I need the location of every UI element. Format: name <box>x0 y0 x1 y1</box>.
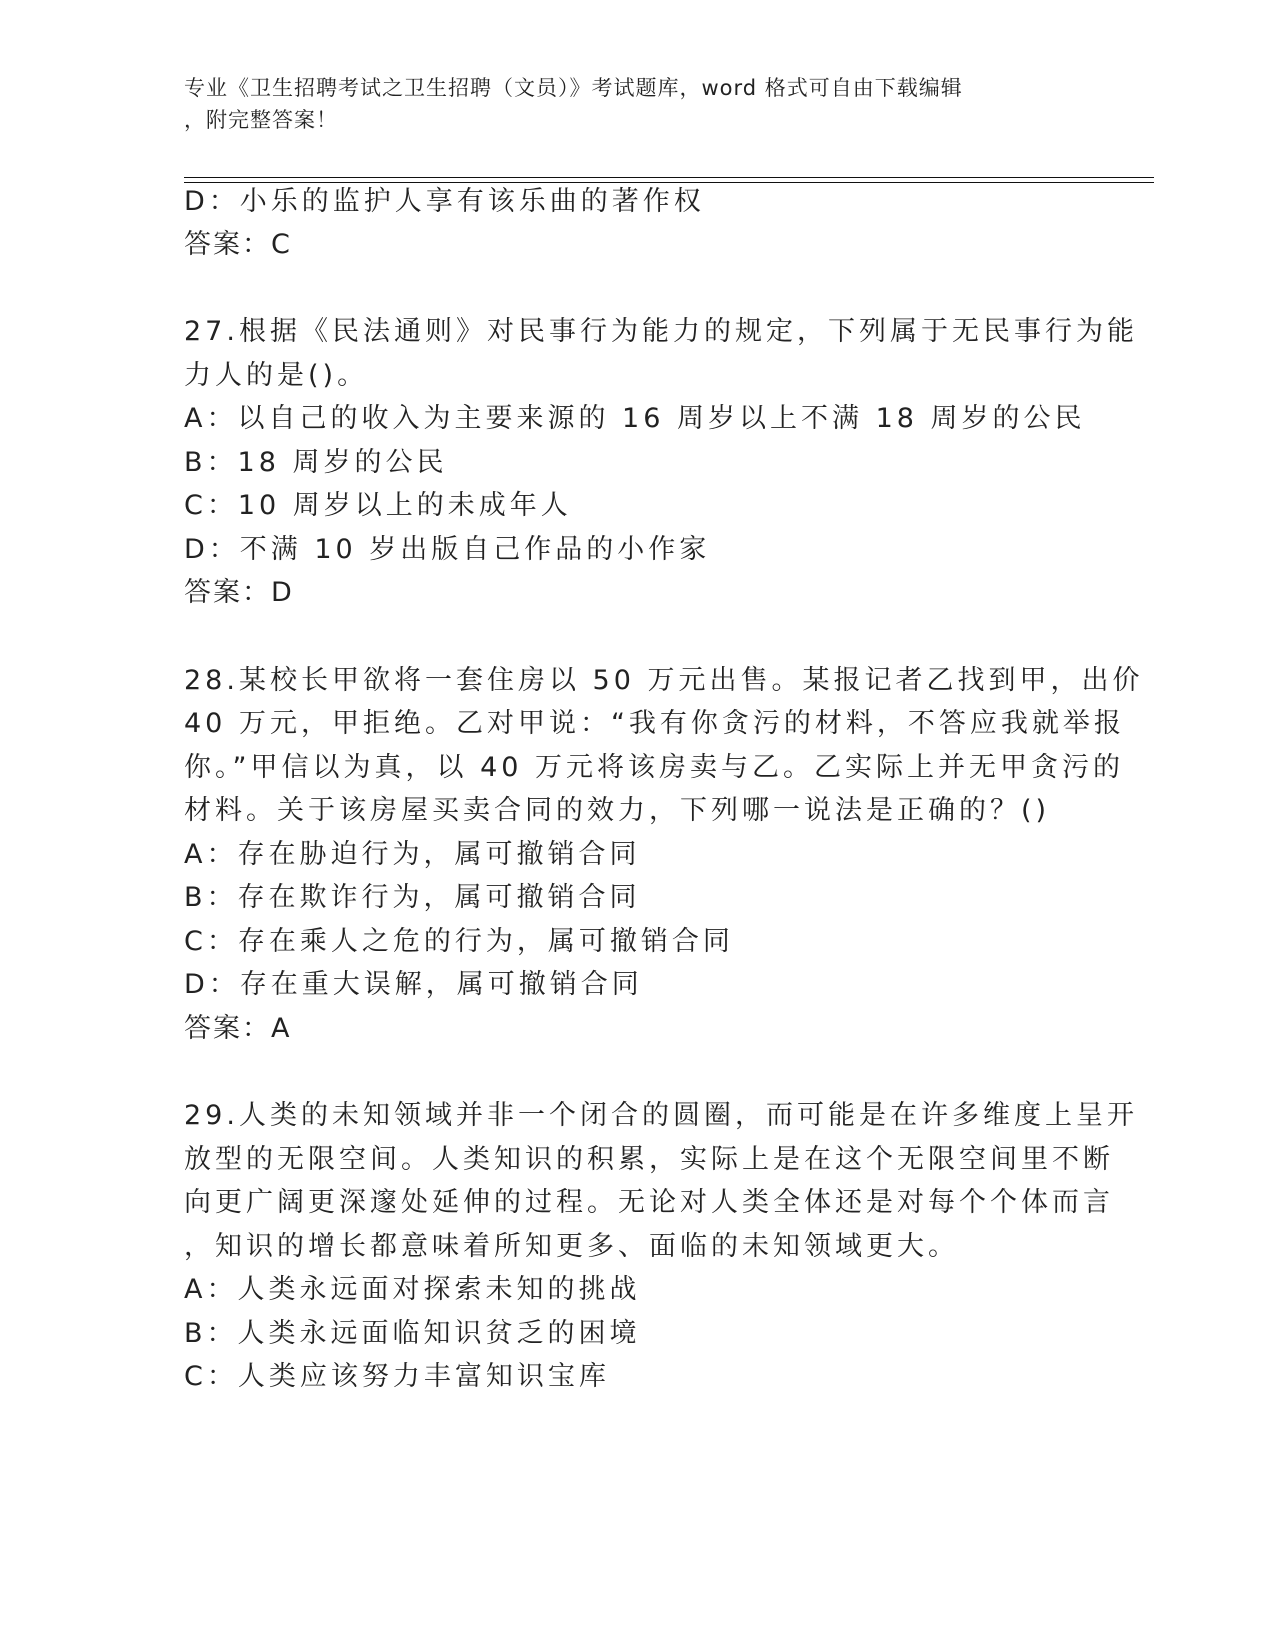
header-divider-top <box>184 177 1154 178</box>
q29-stem-line-4: ，知识的增长都意味着所知更多、面临的未知领域更大。 <box>184 1231 959 1262</box>
q29-stem-line-1: 29.人类的未知领域并非一个闭合的圆圈，而可能是在许多维度上呈开 <box>184 1100 1138 1131</box>
q27-option-c: C：10 周岁以上的未成年人 <box>184 490 572 521</box>
prev-answer: 答案：C <box>184 229 292 260</box>
q28-option-c: C：存在乘人之危的行为，属可撤销合同 <box>184 926 734 957</box>
q27-option-d: D：不满 10 岁出版自己作品的小作家 <box>184 534 711 565</box>
q27-option-a: A：以自己的收入为主要来源的 16 周岁以上不满 18 周岁的公民 <box>184 403 1086 434</box>
q27-option-b: B：18 周岁的公民 <box>184 447 448 478</box>
q29-stem-line-2: 放型的无限空间。人类知识的积累，实际上是在这个无限空间里不断 <box>184 1144 1114 1175</box>
header-line-2: ，附完整答案！ <box>184 108 338 132</box>
q28-stem-line-3: 你。”甲信以为真，以 40 万元将该房卖与乙。乙实际上并无甲贪污的 <box>184 752 1125 783</box>
page-header <box>184 72 1064 136</box>
q28-option-d: D：存在重大误解，属可撤销合同 <box>184 969 643 1000</box>
q28-answer: 答案：A <box>184 1013 292 1044</box>
q27-stem-line-1: 27.根据《民法通则》对民事行为能力的规定，下列属于无民事行为能 <box>184 316 1138 347</box>
q28-stem-line-2: 40 万元，甲拒绝。乙对甲说：“我有你贪污的材料，不答应我就举报 <box>184 708 1125 739</box>
q29-option-b: B：人类永远面临知识贫乏的困境 <box>184 1318 641 1349</box>
q28-option-b: B：存在欺诈行为，属可撤销合同 <box>184 882 641 913</box>
q27-answer: 答案：D <box>184 577 294 608</box>
header-line-1: 专业《卫生招聘考试之卫生招聘（文员）》考试题库，word 格式可自由下载编辑 <box>184 76 963 100</box>
q28-option-a: A：存在胁迫行为，属可撤销合同 <box>184 839 641 870</box>
q28-stem-line-4: 材料。关于该房屋买卖合同的效力，下列哪一说法是正确的？() <box>184 795 1051 826</box>
q29-stem-line-3: 向更广阔更深邃处延伸的过程。无论对人类全体还是对每个个体而言 <box>184 1187 1114 1218</box>
q27-stem-line-2: 力人的是()。 <box>184 360 369 391</box>
q29-option-a: A：人类永远面对探索未知的挑战 <box>184 1274 641 1305</box>
q29-option-c: C：人类应该努力丰富知识宝库 <box>184 1361 610 1392</box>
q28-stem-line-1: 28.某校长甲欲将一套住房以 50 万元出售。某报记者乙找到甲，出价 <box>184 665 1144 696</box>
prev-option-d: D：小乐的监护人享有该乐曲的著作权 <box>184 186 705 217</box>
header-divider-bottom <box>184 182 1154 183</box>
